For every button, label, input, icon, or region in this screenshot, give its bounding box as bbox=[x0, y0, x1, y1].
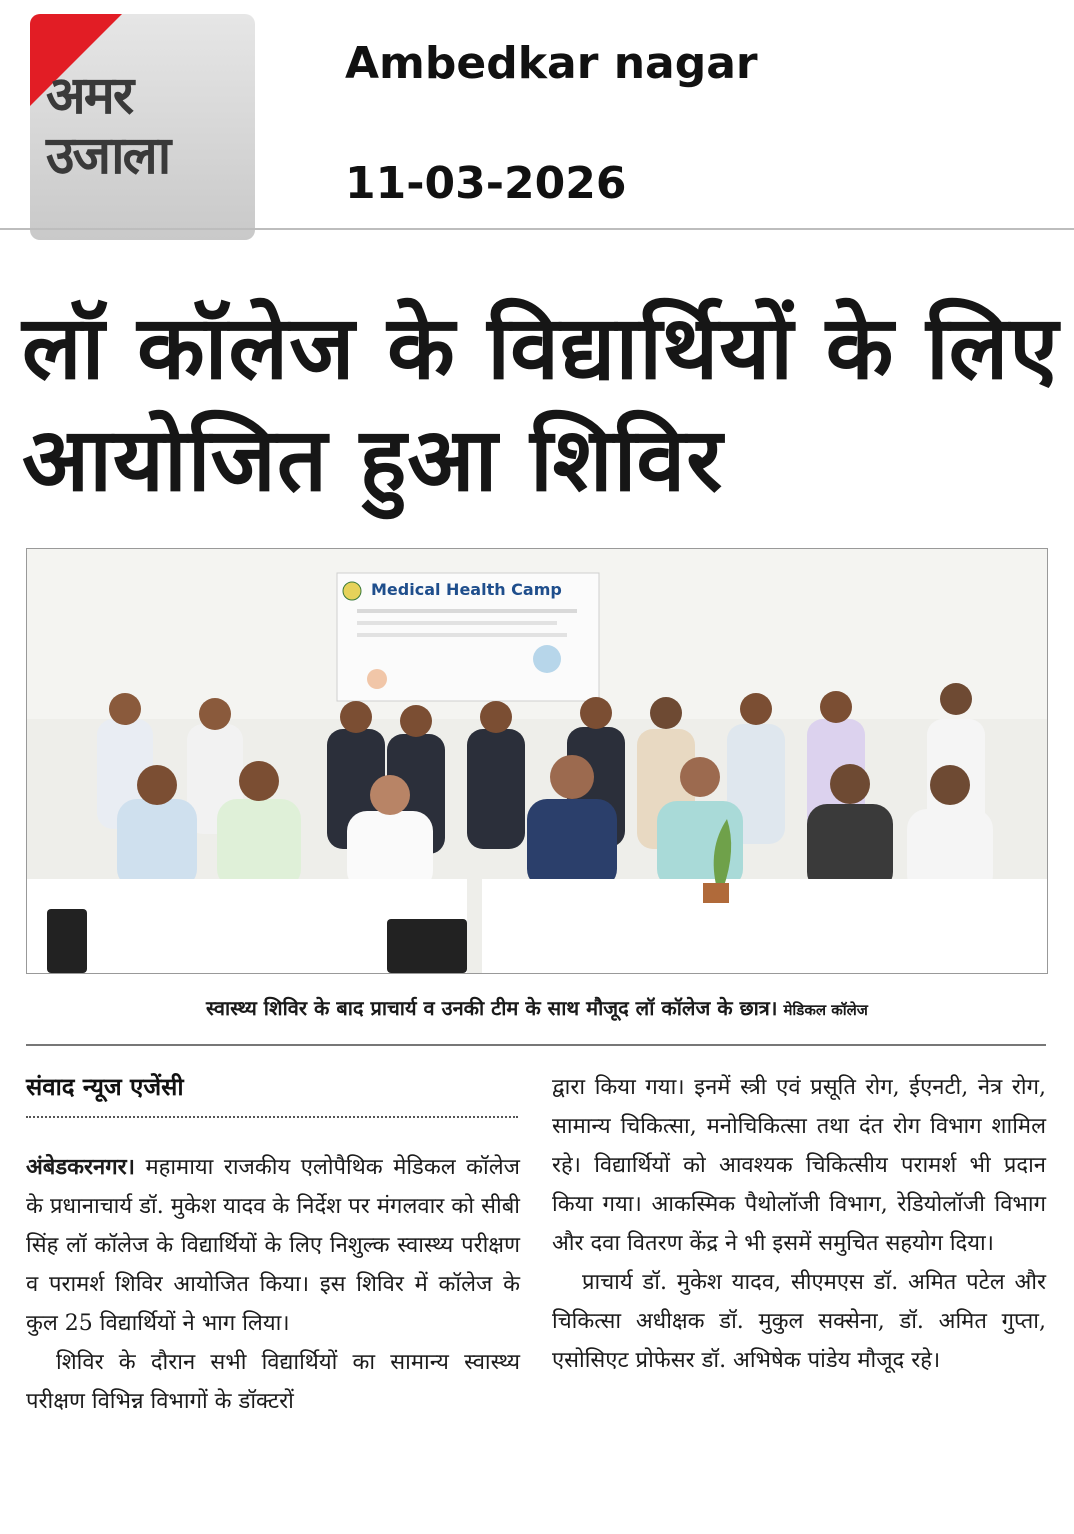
photo-caption bbox=[0, 994, 1074, 1021]
masthead bbox=[0, 0, 1074, 228]
article-para-2-start: शिविर के दौरान सभी विद्यार्थियों का सामान्य स्वास्थ्य परीक्षण विभिन्न विभागों के डॉक्टरों bbox=[26, 1350, 520, 1414]
agency-dotted-rule bbox=[26, 1116, 518, 1118]
news-agency: संवाद न्यूज एजेंसी bbox=[26, 1073, 184, 1101]
photo-banner-title: Medical Health Camp bbox=[371, 580, 562, 599]
header-divider bbox=[0, 228, 1074, 230]
table-right bbox=[482, 879, 1047, 973]
article-headline: लॉ कॉलेज के विद्यार्थियों के लिए आयोजित हुआ शिविर bbox=[22, 296, 1060, 511]
edition-date: 11-03-2026 bbox=[345, 158, 627, 209]
para-1-text: महामाया राजकीय एलोपैथिक मेडिकल कॉलेज के प्रधानाचार्य डॉ. मुकेश यादव के निर्देश पर मंगलवार को सीबी सिंह लॉ कॉलेज के विद्यार्थियों के लिए निशुल्क स्वास्थ्य परीक्षण व परामर्श शिविर आयोजित किया। इस शिविर में कॉलेज के कुल 25 विद्यार्थियों ने भाग लिया। bbox=[26, 1155, 520, 1336]
article-para-1 bbox=[26, 1148, 520, 1343]
logo-text: अमर उजाला bbox=[46, 66, 170, 186]
caption-text: स्वास्थ्य शिविर के बाद प्राचार्य व उनकी टीम के साथ मौजूद लॉ कॉलेज के छात्र। bbox=[206, 996, 778, 1020]
edition-city: Ambedkar nagar bbox=[345, 38, 758, 89]
seated-people bbox=[117, 755, 993, 895]
group-photo-illustration bbox=[27, 549, 1047, 973]
article-para-3: प्राचार्य डॉ. मुकेश यादव, सीएमएस डॉ. अमित पटेल और चिकित्सा अधीक्षक डॉ. मुकुल सक्सेना, डॉ. अमित गुप्ता, एसोसिएट प्रोफेसर डॉ. अभिषेक पांडेय मौजूद रहे। bbox=[552, 1270, 1046, 1373]
dateline: अंबेडकरनगर। bbox=[26, 1155, 135, 1180]
article-para-2-end: द्वारा किया गया। इनमें स्त्री एवं प्रसूति रोग, ईएनटी, नेत्र रोग, सामान्य चिकित्सा, मनोचिकित्सा तथा दंत रोग विभाग शामिल रहे। विद्यार्थियों को आवश्यक चिकित्सीय परामर्श भी प्रदान किया गया। आकस्मिक पैथोलॉजी विभाग, रेडियोलॉजी विभाग और दवा वितरण केंद्र ने भी इसमें समुचित सहयोग दिया। bbox=[552, 1075, 1046, 1256]
article-column-right bbox=[552, 1068, 1046, 1380]
article-column-left bbox=[26, 1148, 520, 1421]
caption-divider bbox=[26, 1044, 1046, 1046]
photo-credit: मेडिकल कॉलेज bbox=[783, 1001, 868, 1019]
amar-ujala-logo bbox=[30, 14, 255, 240]
news-photo bbox=[26, 548, 1048, 974]
